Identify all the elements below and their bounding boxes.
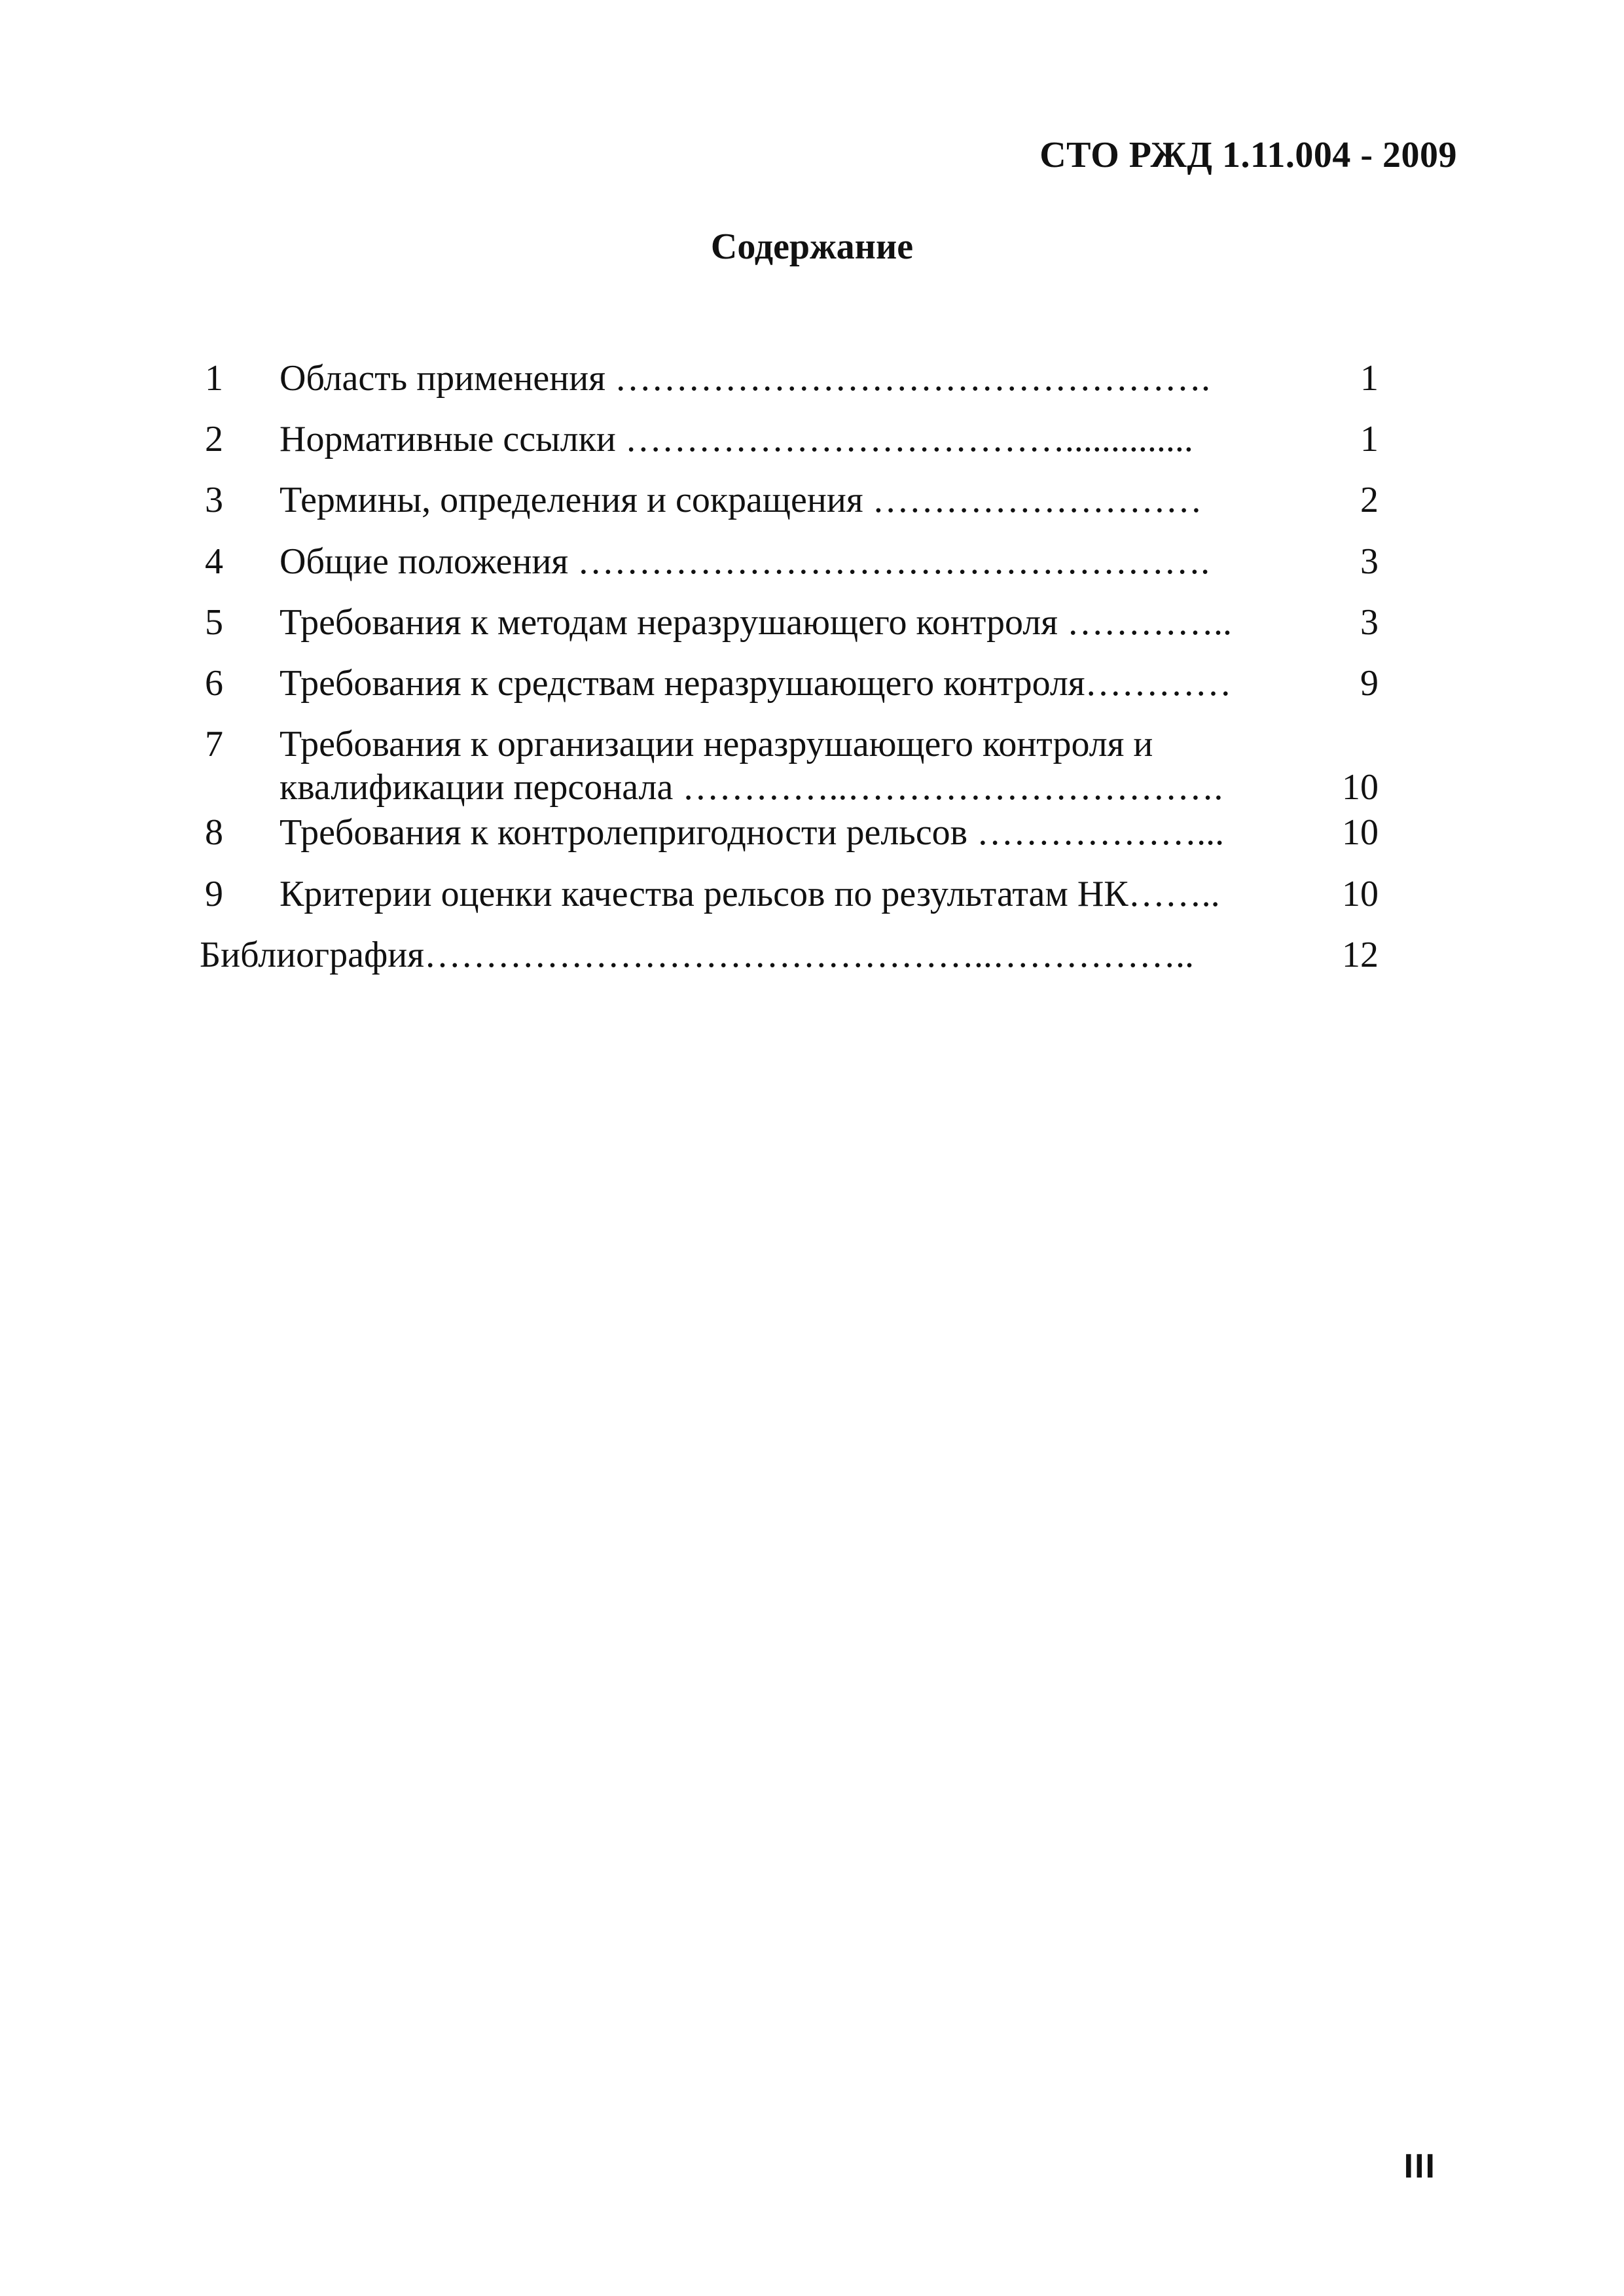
toc-entry-number: 3 bbox=[205, 480, 223, 520]
toc-entry-number: 2 bbox=[205, 419, 223, 459]
toc-entry-title: Требования к средствам неразрушающего контроля………… bbox=[280, 663, 1232, 704]
toc-entry-page: 10 bbox=[1342, 767, 1379, 808]
toc-entry-page: 3 bbox=[1360, 541, 1379, 582]
toc-entry-page: 1 bbox=[1360, 419, 1379, 459]
toc-entry-number: 5 bbox=[205, 602, 223, 643]
toc-entry-number: 9 bbox=[205, 874, 223, 914]
toc-title: Содержание bbox=[710, 226, 914, 267]
toc-entry-title: Требования к контролепригодности рельсов ………………... bbox=[280, 812, 1225, 853]
toc-entry-number: 6 bbox=[205, 663, 223, 704]
toc-entry-page: 1 bbox=[1360, 358, 1379, 399]
toc-entry-number: 4 bbox=[205, 541, 223, 582]
toc-entry-title: Нормативные ссылки ……………………………….............. bbox=[280, 419, 1193, 459]
toc-entry-page: 12 bbox=[1342, 935, 1379, 975]
toc-entry-title: Термины, определения и сокращения ……………………… bbox=[280, 480, 1202, 520]
toc-entry-title: Требования к методам неразрушающего контроля ………….. bbox=[280, 602, 1232, 643]
toc-entry-page: 10 bbox=[1342, 812, 1379, 853]
page-folio: III bbox=[1403, 2147, 1436, 2185]
toc-entry-number: 8 bbox=[205, 812, 223, 853]
toc-entry-number: 1 bbox=[205, 358, 223, 399]
toc-entry-number: 7 bbox=[205, 724, 223, 764]
toc-entry-page: 9 bbox=[1360, 663, 1379, 704]
toc-entry-page: 10 bbox=[1342, 874, 1379, 914]
toc-entry-title: Требования к организации неразрушающего контроля и bbox=[280, 724, 1153, 764]
toc-entry-page: 3 bbox=[1360, 602, 1379, 643]
toc-entry-title: Библиография………………………………………..…………….. bbox=[200, 935, 1194, 975]
toc-entry-title: Критерии оценки качества рельсов по результатам НК…….. bbox=[280, 874, 1220, 914]
document-code: СТО РЖД 1.11.004 - 2009 bbox=[1039, 135, 1457, 175]
toc-entry-title: Область применения …………………………………………. bbox=[280, 358, 1210, 399]
toc-entry-page: 2 bbox=[1360, 480, 1379, 520]
toc-entry-title: Общие положения ……………………………………………. bbox=[280, 541, 1210, 582]
toc-entry-title: квалификации персонала …………..…………………………. bbox=[280, 767, 1223, 808]
